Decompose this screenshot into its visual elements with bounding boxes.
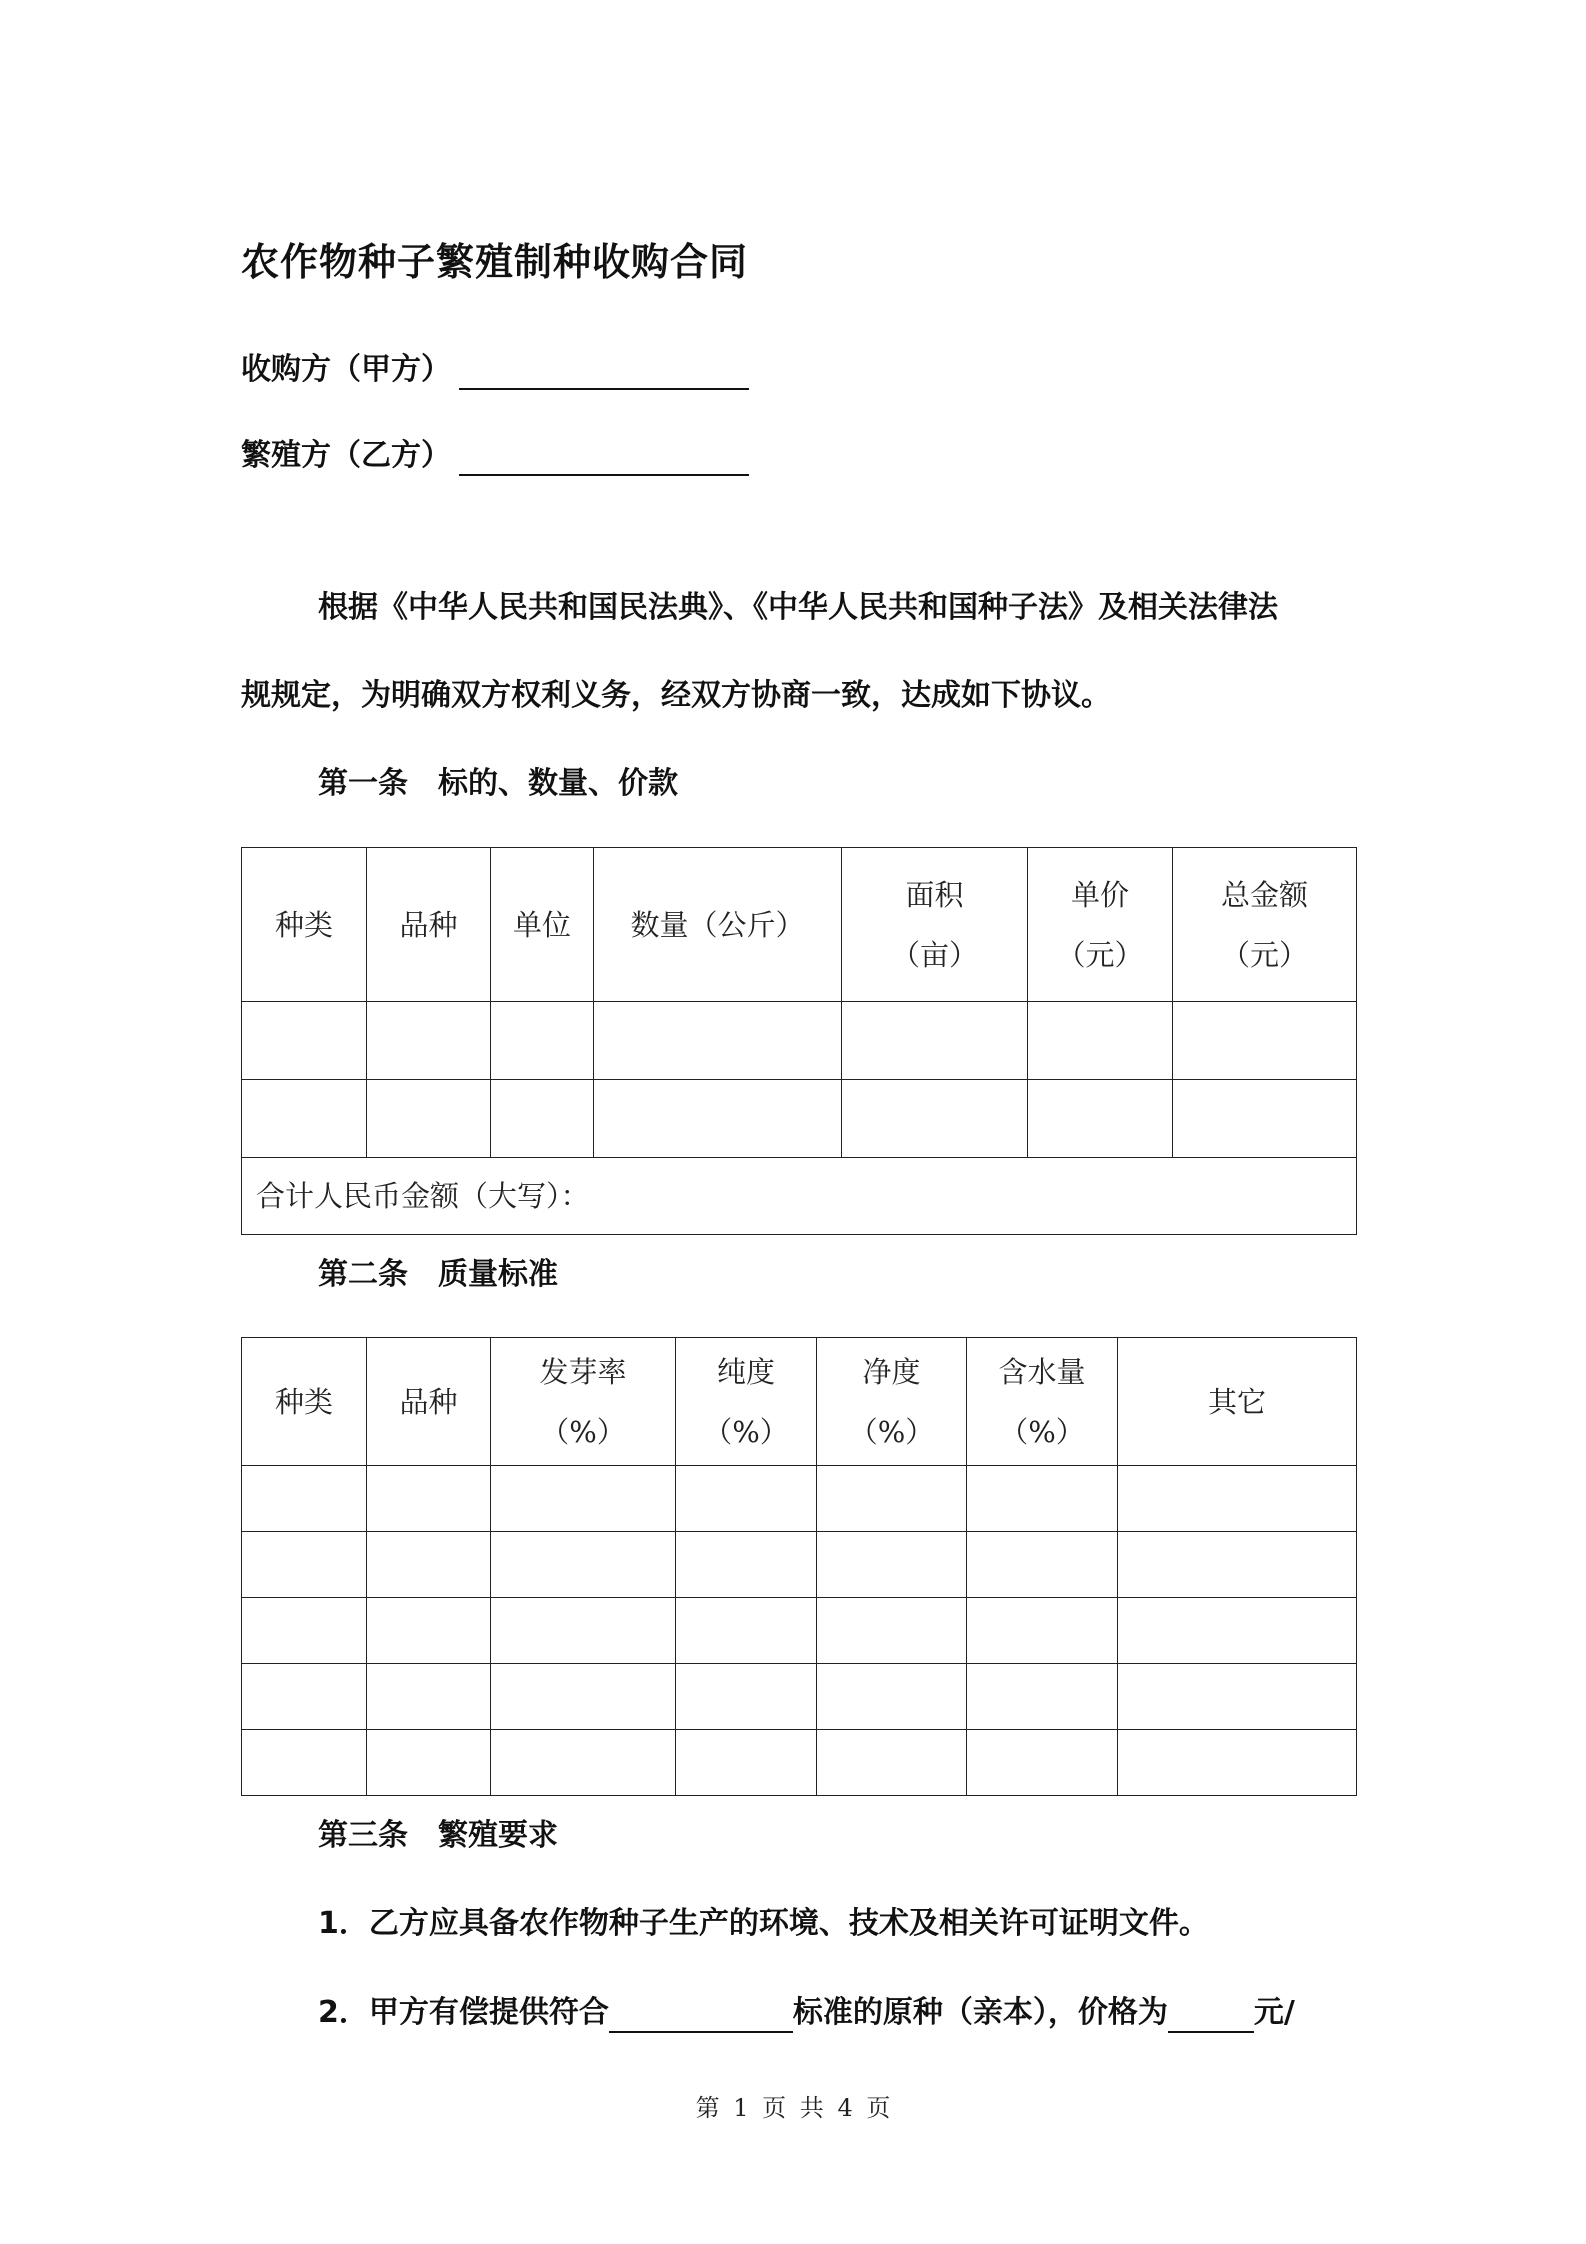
table-cell[interactable] [817, 1730, 967, 1796]
table-cell[interactable] [1118, 1664, 1357, 1730]
article-3-title: 繁殖要求 [438, 1818, 558, 1853]
table-cell[interactable] [242, 1002, 367, 1080]
table-cell[interactable] [1118, 1532, 1357, 1598]
table-cell[interactable] [967, 1664, 1118, 1730]
page-footer: 第 1 页 共 4 页 [695, 2094, 891, 2122]
header-cell: 种类 [242, 1338, 367, 1466]
table-cell[interactable] [242, 1532, 367, 1598]
article-2-heading [318, 1255, 558, 1295]
breeder-line [241, 436, 749, 476]
table-cell[interactable] [1173, 1080, 1357, 1158]
header-cell: 种类 [242, 848, 367, 1002]
table-cell[interactable] [676, 1730, 817, 1796]
item-2-text-1: 2．甲方有偿提供符合 [318, 1995, 609, 2030]
table-cell[interactable] [242, 1730, 367, 1796]
table-row [242, 1664, 1357, 1730]
header-cell: 数量（公斤） [594, 848, 842, 1002]
table-cell[interactable] [817, 1598, 967, 1664]
article-1-heading [318, 764, 678, 804]
buyer-label: 收购方（甲方） [241, 352, 451, 387]
price-table-header-row [242, 848, 1357, 1002]
table-cell[interactable] [491, 1598, 676, 1664]
table-cell[interactable] [491, 1730, 676, 1796]
preamble-line-1: 根据《中华人民共和国民法典》、《中华人民共和国种子法》及相关法律法 [318, 590, 1278, 625]
header-cell: 含水量 （%） [967, 1338, 1118, 1466]
table-cell[interactable] [242, 1598, 367, 1664]
table-cell[interactable] [367, 1532, 491, 1598]
article-3-heading [318, 1816, 558, 1856]
table-cell[interactable] [967, 1598, 1118, 1664]
table-cell[interactable] [1028, 1080, 1173, 1158]
header-cell: 发芽率 （%） [491, 1338, 676, 1466]
price-blank[interactable] [1168, 1995, 1254, 2033]
table-row [242, 1466, 1357, 1532]
table-row [242, 1598, 1357, 1664]
table-cell[interactable] [1118, 1466, 1357, 1532]
table-cell[interactable] [817, 1466, 967, 1532]
table-cell[interactable] [1173, 1002, 1357, 1080]
quality-table-header-row [242, 1338, 1357, 1466]
table-cell[interactable] [367, 1002, 491, 1080]
article-2-title: 质量标准 [438, 1257, 558, 1292]
table-cell[interactable] [491, 1002, 594, 1080]
table-cell[interactable] [367, 1466, 491, 1532]
item-2-text-2: 标准的原种（亲本），价格为 [792, 1995, 1168, 2030]
table-cell[interactable] [594, 1002, 842, 1080]
table-cell[interactable] [842, 1002, 1028, 1080]
table-cell[interactable] [967, 1466, 1118, 1532]
header-cell: 净度 （%） [817, 1338, 967, 1466]
breeder-blank[interactable] [459, 438, 749, 476]
table-cell[interactable] [817, 1532, 967, 1598]
header-cell: 纯度 （%） [676, 1338, 817, 1466]
price-table [241, 847, 1357, 1235]
article-1-number: 第一条 [318, 766, 408, 801]
table-cell[interactable] [367, 1730, 491, 1796]
buyer-line [241, 350, 749, 390]
standard-blank[interactable] [609, 1995, 793, 2033]
header-cell: 总金额 （元） [1173, 848, 1357, 1002]
header-cell: 单位 [491, 848, 594, 1002]
table-cell[interactable] [842, 1080, 1028, 1158]
table-cell[interactable] [967, 1532, 1118, 1598]
table-cell[interactable] [676, 1598, 817, 1664]
table-row [242, 1730, 1357, 1796]
table-cell[interactable] [1118, 1730, 1357, 1796]
table-cell[interactable] [676, 1532, 817, 1598]
article-3-item-2 [318, 1993, 1295, 2033]
buyer-blank[interactable] [459, 352, 749, 390]
table-cell[interactable] [594, 1080, 842, 1158]
table-cell[interactable] [967, 1730, 1118, 1796]
total-amount-cell[interactable] [242, 1158, 1357, 1235]
header-cell: 品种 [367, 1338, 491, 1466]
table-cell[interactable] [367, 1598, 491, 1664]
item-2-text-3: 元/ [1253, 1995, 1295, 2030]
table-cell[interactable] [817, 1664, 967, 1730]
total-amount-label: 合计人民币金额（大写）： [256, 1179, 590, 1213]
header-cell: 其它 [1118, 1338, 1357, 1466]
table-row [242, 1080, 1357, 1158]
table-cell[interactable] [367, 1664, 491, 1730]
table-cell[interactable] [242, 1664, 367, 1730]
table-row [242, 1002, 1357, 1080]
document-title: 农作物种子繁殖制种收购合同 [241, 240, 749, 284]
table-cell[interactable] [1118, 1598, 1357, 1664]
table-cell[interactable] [242, 1466, 367, 1532]
breeder-label: 繁殖方（乙方） [241, 438, 451, 473]
table-cell[interactable] [491, 1532, 676, 1598]
quality-table [241, 1337, 1357, 1796]
article-1-title: 标的、数量、价款 [438, 766, 678, 801]
table-row [242, 1532, 1357, 1598]
preamble-line-2: 规规定，为明确双方权利义务，经双方协商一致，达成如下协议。 [241, 678, 1111, 713]
table-cell[interactable] [367, 1080, 491, 1158]
header-cell: 面积 （亩） [842, 848, 1028, 1002]
table-cell[interactable] [676, 1664, 817, 1730]
article-2-number: 第二条 [318, 1257, 408, 1292]
header-cell: 品种 [367, 848, 491, 1002]
table-cell[interactable] [1028, 1002, 1173, 1080]
total-row [242, 1158, 1357, 1235]
article-3-number: 第三条 [318, 1818, 408, 1853]
article-3-item-1: 1．乙方应具备农作物种子生产的环境、技术及相关许可证明文件。 [318, 1906, 1209, 1941]
table-cell[interactable] [491, 1080, 594, 1158]
table-cell[interactable] [676, 1466, 817, 1532]
table-cell[interactable] [491, 1466, 676, 1532]
table-cell[interactable] [242, 1080, 367, 1158]
table-cell[interactable] [491, 1664, 676, 1730]
header-cell: 单价 （元） [1028, 848, 1173, 1002]
